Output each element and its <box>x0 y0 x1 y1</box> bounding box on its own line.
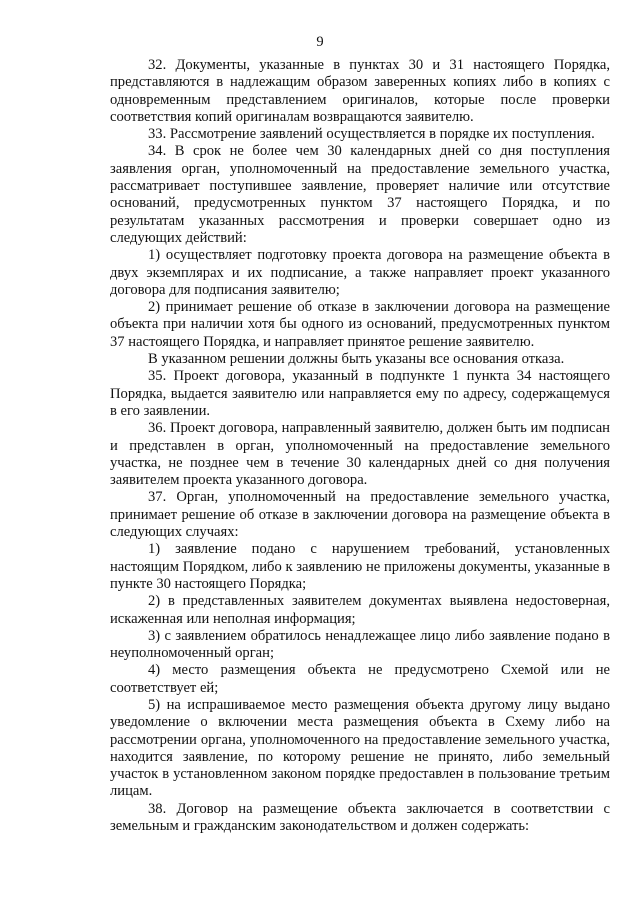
paragraph-37-item-2: 2) в представленных заявителем документах выявлена недостоверная, искаженная или неполная информация; <box>110 593 610 627</box>
document-body <box>110 57 610 835</box>
paragraph-35: 35. Проект договора, указанный в подпункте 1 пункта 34 настоящего Порядка, выдается заявителю или направляется ему по адресу, содержащемуся в его заявлении. <box>110 368 610 419</box>
paragraph-37-item-3: 3) с заявлением обратилось ненадлежащее лицо либо заявление подано в неуполномоченный орган; <box>110 627 610 662</box>
paragraph-33: 33. Рассмотрение заявлений осуществляется в порядке их поступления. <box>148 126 595 143</box>
paragraph-37-item-5: 5) на испрашиваемое место размещения объекта другому лицу выдано уведомление о включении места размещения объекта в Схему либо на рассмотрении органа, уполномоченного на предоставление земельного участка, находится заявление, по которому решение не принято, либо земельный участок в установленном законом порядке предоставлен в пользование третьим лицам. <box>110 696 610 800</box>
paragraph-34-item-1: 1) осуществляет подготовку проекта договора на размещение объекта в двух экземплярах и их подписание, а также направляет проект указанного договора для подписания заявителю; <box>110 247 610 298</box>
page-number: 9 <box>316 34 324 50</box>
paragraph-34: 34. В срок не более чем 30 календарных дней со дня поступления заявления орган, уполномоченный на предоставление земельного участка, рассматривает поступившее заявление, проверяет наличие или отсутствие оснований, предусмотренных пунктом 37 настоящего Порядка, и по результатам указанных рассмотрения и проверки совершает одно из следующих действий: <box>110 143 610 246</box>
paragraph-34-item-2: 2) принимает решение об отказе в заключении договора на размещение объекта при наличии хотя бы одного из оснований, предусмотренных пунктом 37 настоящего Порядка, и направляет принятое решение заявителю. <box>110 299 610 350</box>
paragraph-36: 36. Проект договора, направленный заявителю, должен быть им подписан и представлен в орган, уполномоченный на предоставление земельного участка, не позднее чем в течение 30 календарных дней со дня получения заявителем проекта указанного договора. <box>110 420 610 489</box>
paragraph-38: 38. Договор на размещение объекта заключается в соответствии с земельным и гражданским законодательством и должен содержать: <box>110 800 610 835</box>
paragraph-32: 32. Документы, указанные в пунктах 30 и 31 настоящего Порядка, представляются в надлежащим образом заверенных копиях либо в копиях с одновременным представлением оригиналов, которые после проверки соответствия копий оригиналам возвращаются заявителю. <box>110 57 610 125</box>
paragraph-37-item-4: 4) место размещения объекта не предусмотрено Схемой или не соответствует ей; <box>110 662 610 696</box>
paragraph-34-note: В указанном решении должны быть указаны все основания отказа. <box>148 351 565 368</box>
paragraph-37: 37. Орган, уполномоченный на предоставление земельного участка, принимает решение об отказе в заключении договора на размещение объекта в следующих случаях: <box>110 489 610 541</box>
paragraph-37-item-1: 1) заявление подано с нарушением требований, установленных настоящим Порядком, либо к заявлению не приложены документы, указанные в пункте 30 настоящего Порядка; <box>110 541 610 592</box>
